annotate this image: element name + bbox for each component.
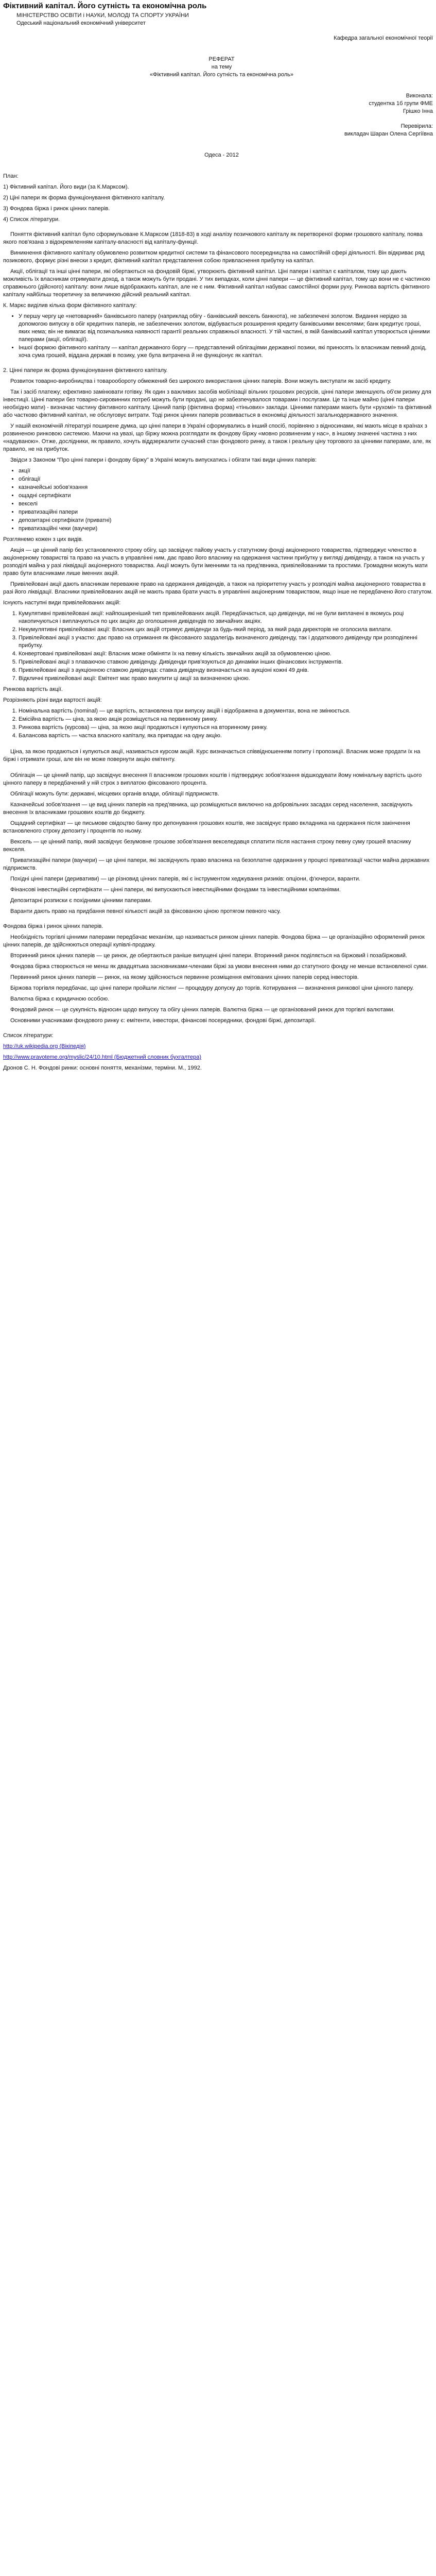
checked-label: Перевірила: xyxy=(400,123,433,129)
list-item: • У першу чергу це «нетоварний» банківського паперу (наприклад обігу - банківський вексель банкнота), не забезпечені золотом. Видання нерідко за допомогою випуску в обіг кредитних паперів, не забезпечених золотом, відбувається розширення кредиту банківськими векселями; банк кредитує гроші, яких нема; він не вимагає від позичальника наявності гарантії реальних справжньої власності. У тій частині, в якій банківський капітал утворюється цінними паперами (акції, облігації). xyxy=(19,313,433,344)
body-paragraph: У нашій економічній літературі поширене думка, що цінні папери в Україні сформувались в інший спосіб, порівняно з відносинами, які мають місце в країнах з розвиненою ринковою системою. Маючи на увазі, що біржу можна розглядати як фондову біржу «мовно розвиненим у нас», в іншому значенні частина з них «надуваною». Отже, дослідники, як правило, хочуть віддзеркалити сучасний стан фондового ринку, а також і реальну ціну торгового за цінними паперами, але, як правило, не на прибуток. xyxy=(3,423,431,452)
list-item: 4. Конвертовані привілейовані акції: Власник може обміняти їх на певну кількість звичайних акцій за обумовленою ціною. xyxy=(19,650,433,658)
literature-link[interactable]: http://www.pravoteme.org/myslic/24/10.html (Бюджетний словник бухгалтера) xyxy=(3,1054,202,1060)
literature-item: Дронов С. Н. Фондові ринки: основні поняття, механізми, терміни. М., 1992. xyxy=(3,1065,202,1071)
body-paragraph: Фінансові інвестиційні сертифікати — цінні папери, які випускаються інвестиційними фондами та інвестиційними компаніями. xyxy=(10,887,341,893)
list-item: 1. Номінальна вартість (nominal) — це вартість, встановлена при випуску акцій і відображена в документах, вона не змінюється. xyxy=(19,707,433,715)
forms-intro: К. Маркс виділив кілька форм фіктивного капіталу: xyxy=(3,302,137,309)
preferred-shares-list xyxy=(3,610,433,683)
list-item: • приватизаційні папери xyxy=(19,509,433,516)
body-paragraph: Ринкова вартість акції. xyxy=(3,686,63,692)
body-paragraph: Похідні цінні папери (деривативи) — це різновид цінних паперів, які є інструментом хеджування ризиків: опціони, ф'ючерси, варанти. xyxy=(10,876,361,882)
list-item: 3. Ринкова вартість (курсова) — ціна, за якою акції продаються і купуються на вторинному ринку. xyxy=(19,724,433,732)
body-paragraph: Основними учасниками фондового ринку є: емітенти, інвестори, фінансові посередники, фондові біржі, депозитарії. xyxy=(10,1018,316,1024)
list-item: 3. Привілейовані акції з участю: дає право на отримання як фіксованого заздалегідь визначеного дивіденду, так і додаткового дивіденду при розподіленні прибутку. xyxy=(19,634,433,650)
body-paragraph: Акції, облігації та інші цінні папери, які обертаються на фондовій біржі, утворюють фіктивний капітал. Ціні папери і капітал є капіталом, тому що дають можливість їх власникам отримувати доход, а також можуть бути продані. У тих випадках, коли цінні папери — це фіктивний капітал, тому що вони не є частиною справжнього (дійсного) капіталу: вони лише відображають капітал, але не є ним. Фіктивний капітал набуває самостійної форми руху. Ринкова вартість фіктивного капіталу найбільш теоретичну за величиною дійсний реальний капітал. xyxy=(3,268,430,298)
share-value-list xyxy=(3,707,433,740)
body-paragraph: Акція — це цінний папір без установленого строку обігу, що засвідчує пайову участь у статутному фонді акціонерного товариства, підтверджує членство в акціонерному товаристві та право на участь в управлінні ним, дає право його власнику на одержання частини прибутку у вигляді дивіденду, а також на участь у розподілі майна у разі ліквідації акціонерного товариства. Акції можуть бути іменними та на пред'явника, привілейованими та простими. Громадяни можуть мати право бути власниками лише іменних акцій. xyxy=(3,547,428,577)
list-item: 7. Відкличні привілейовані акції: Емітент має право викупити ці акції за визначеною ціною. xyxy=(19,675,433,683)
body-paragraph: Біржова торгівля передбачає, що цінні папери пройшли лістинг — процедуру допуску до торгів. Котирування — визначення ринкової ціни цінного паперу. xyxy=(10,985,414,991)
body-paragraph: Фондова біржа створюється не менш як двадцятьма засновниками-членами біржі за умови внесення ними до статутного фонду не менше встановленої суми. xyxy=(10,963,428,970)
securities-types-list xyxy=(3,467,433,533)
body-paragraph: Виникнення фіктивного капіталу обумовлено розвитком кредитної системи та фінансового посередництва на самостійній сфері діяльності. Він відкриває ряд позикового, формує різні внески з кредит, фіктивний капітал представлення собою привласнення прибутку на капітал. xyxy=(3,250,425,264)
department-line: Кафедра загальної економічної теорії xyxy=(334,35,433,41)
list-item: 2. Некумулятивні привілейовані акції: Власник цих акцій отримує дивіденди за будь-який період, за який рада директорів не оголосила виплати. xyxy=(19,626,433,634)
list-item: 5. Привілейовані акції з плаваючою ставкою дивіденду. Дивіденди прив'язуються до динаміки інших фінансових інструментів. xyxy=(19,658,433,666)
plan-item: 4) Список літератури. xyxy=(3,216,60,223)
literature-link[interactable]: http://uk.wikipedia.org (Вікіпедія) xyxy=(3,1043,86,1049)
list-item: • ощадні сертифікати xyxy=(19,492,433,500)
list-item: 2. Емісійна вартість — ціна, за якою акція розміщується на первинному ринку. xyxy=(19,716,433,723)
body-paragraph: Фондовий ринок — це сукупність відносин щодо випуску та обігу цінних паперів. Валютна біржа — це організований ринок для торгівлі валютами. xyxy=(10,1007,395,1013)
list-item: • Іншої формою фіктивного капіталу — капітал державного боргу — представлений облігаціями державної позики, які приносять їх власникам певний дохід, хоча сума грошей, віддана державі в позику, уже була витрачена й не функціонує як капітал. xyxy=(19,344,433,360)
document-page xyxy=(0,1,436,1072)
body-paragraph: Казначейські зобов'язання — це вид цінних паперів на пред'явника, що розміщуються виключно на добровільних засадах серед населення, засвідчують внесення їх власниками грошових коштів до бюджету. xyxy=(3,802,413,816)
section-heading: 2. Цінні папери як форма функціонування фіктивного капіталу. xyxy=(3,367,168,374)
body-paragraph: Розвиток товарно-виробництва і товарообороту обмежений без широкого використання цінних паперів. Вони можуть виступати як засіб кредиту. xyxy=(10,378,392,384)
body-paragraph: Поняття фіктивний капітал було сформульоване К.Марксом (1818-83) в ході аналізу позичкового капіталу як перетвореної форми грошового капіталу, поява якого пов'язана з відокремленням капіталу-власності від капіталу-функції. xyxy=(3,231,423,245)
body-paragraph: Існують наступні види привілейованих акцій: xyxy=(3,600,121,606)
list-item: • депозитарні сертифікати (приватні) xyxy=(19,517,433,524)
cover-topic-prefix: на тему xyxy=(211,64,232,70)
body-paragraph: Приватизаційні папери (ваучери) — це цінні папери, які засвідчують право власника на безоплатне одержання у процесі приватизації частки майна державних підприємств. xyxy=(3,857,430,871)
plan-item: 3) Фондова біржа і ринок цінних паперів. xyxy=(3,206,110,212)
student-line: студентка 1б групи ФМЕ xyxy=(369,100,433,107)
checker-line: викладач Шаран Олена Сергіївна xyxy=(344,131,433,137)
list-item: • приватизаційні чеки (ваучери) xyxy=(19,525,433,533)
list-item: 4. Балансова вартість — частка власного капіталу, яка припадає на одну акцію. xyxy=(19,732,433,740)
body-paragraph: Звідси з Законом "Про цінні папери і фондову біржу" в Україні можуть випускатись і обігати такі види цінних паперів: xyxy=(10,457,317,463)
body-paragraph: Вексель — це цінний папір, який засвідчує безумовне грошове зобов'язання векселедавця сплатити після настання строку певну суму грошей власнику векселя. xyxy=(3,839,411,853)
body-paragraph: Ощадний сертифікат — це письмове свідоцтво банку про депонування грошових коштів, яке засвідчує право вкладника на одержання після закінчення встановленого строку депозиту і процентів по ньому. xyxy=(3,820,410,834)
section-heading: Фондова біржа і ринок цінних паперів. xyxy=(3,923,103,929)
list-item: • векселі xyxy=(19,500,433,508)
city-year: Одеса - 2012 xyxy=(204,152,239,158)
plan-item: 1) Фіктивний капітал. Його види (за К.Марксом). xyxy=(3,184,129,190)
body-paragraph: Облігації можуть бути: державні, місцевих органів влади, облігації підприємств. xyxy=(10,791,219,797)
body-paragraph: Вторинний ринок цінних паперів — це ринок, де обертаються раніше випущені цінні папери. Вторинний ринок поділяється на біржовий і позабіржовий. xyxy=(10,953,407,959)
body-paragraph: Розрізняють різні види вартості акцій: xyxy=(3,697,102,703)
body-paragraph: Так і засіб платежу; ефективно замінювати готівку. Як один з важливих засобів мобілізації вільних грошових ресурсів, цінні папери зменшують об'єм ризику для інвестиції. Цінні папери без товарно-сировинних потреб можуть бути продані, що не забезпечувалося товарами і послугами. Це та інше майно (цінні папери необхідно мати) - визначає частину фіктивного капіталу. Цінний папір (фіктивна форма) «тіньових» заклади. Цінними паперами мають бути «рухомі» та фіктивний або частково фіктивний капітал, не обслуговує витрати. Тоді ринок цінних паперів розвивається в економіці діяльності загальнодержавного значення. xyxy=(3,389,432,418)
list-item: • акції xyxy=(19,467,433,475)
body-paragraph: Облігація — це цінний папір, що засвідчує внесення її власником грошових коштів і підтверджує зобов'язання відшкодувати йому номінальну вартість цього цінного паперу в передбачений у ній строк з виплатою фіксованого процента. xyxy=(3,772,422,786)
body-paragraph: Привілейовані акції дають власникам переважне право на одержання дивідендів, а також на пріоритетну участь у розподілі майна акціонерного товариства в разі його ліквідації. Власники привілейованих акцій не мають права брати участь в управлінні акціонерним товариством, якщо інше не передбачено його статутом. xyxy=(3,581,433,595)
list-item: 6. Привілейовані акції з аукціонною ставкою дивіденда: ставка дивіденду визначається на аукціоні кожні 49 днів. xyxy=(19,667,433,674)
plan-title: План: xyxy=(3,173,19,179)
list-item: • облігації xyxy=(19,476,433,483)
ministry-line: МІНІСТЕРСТВО ОСВІТИ і НАУКИ, МОЛОДІ ТА СПОРТУ УКРАЇНИ xyxy=(16,12,189,19)
body-paragraph: Валютна біржа є юридичною особою. xyxy=(10,996,110,1002)
student-name: Грішко Інна xyxy=(403,108,433,114)
performed-label: Виконала: xyxy=(406,93,433,99)
body-paragraph: Депозитарні розписки є похідними цінними паперами. xyxy=(10,897,152,904)
literature-title: Список літератури: xyxy=(3,1032,54,1039)
body-paragraph: Ціна, за якою продаються і купуються акції, називається курсом акцій. Курс визначається співвідношенням попиту і пропозиції. Власник може продати їх на біржі і отримати гроші, але він не може повернути акцію емітенту. xyxy=(3,749,421,762)
body-paragraph: Необхідність торгівлі цінними паперами передбачає механізм, що називається ринком цінних паперів. Фондова біржа — це організаційно оформлений ринок цінних паперів, де здійснюються операції купівлі-продажу. xyxy=(3,934,425,948)
body-paragraph: Варанти дають право на придбання певної кількості акцій за фіксованою ціною протягом певного часу. xyxy=(10,908,281,914)
list-item: • казначейські зобов'язання xyxy=(19,484,433,492)
list-item: 1. Кумулятивні привілейовані акції: найпоширеніший тип привілейованих акцій. Передбачається, що дивіденди, які не були виплачені в якомусь році накопичуються і виплачуються по цих акціях до оголошення дивідендів по звичайних акціях. xyxy=(19,610,433,625)
cover-type: РЕФЕРАТ xyxy=(208,56,235,62)
plan-item: 2) Ціні папери як форма функціонування фіктивного капіталу. xyxy=(3,195,165,201)
forms-list xyxy=(3,313,433,360)
body-paragraph: Розглянемо кожен з цих видів. xyxy=(3,536,83,543)
document-title: Фіктивний капітал. Його сутність та економічна роль xyxy=(3,2,207,10)
cover-topic: «Фіктивний капітал. Його сутність та економічна роль» xyxy=(150,72,293,78)
body-paragraph: Первинний ринок цінних паперів — ринок, на якому здійснюється первинне розміщення емітованих цінних паперів серед інвесторів. xyxy=(10,974,359,980)
university-line: Одеський національний економічний університет xyxy=(16,20,146,26)
